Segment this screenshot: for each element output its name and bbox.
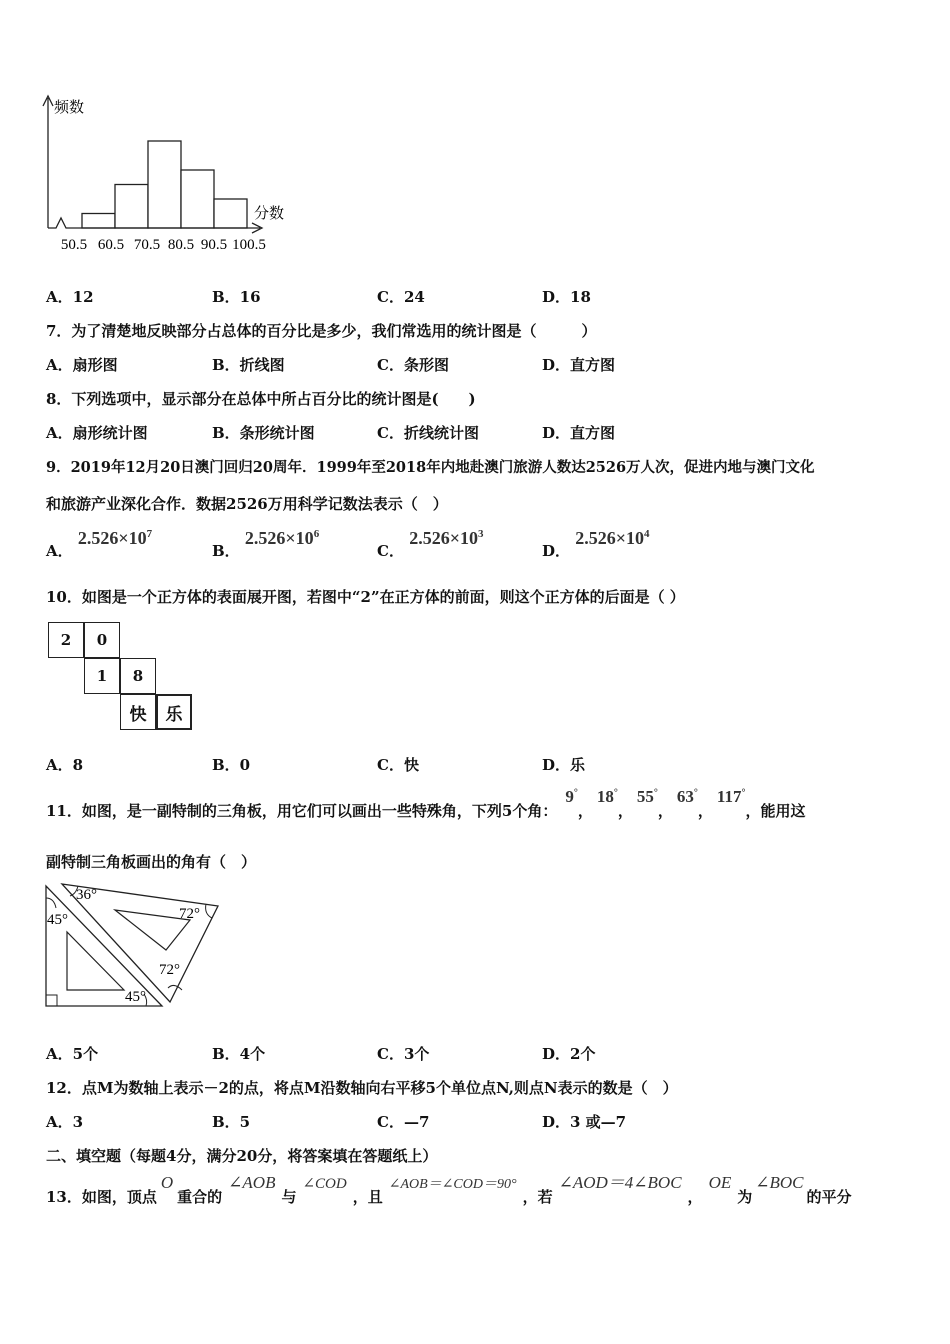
net-cell: 2 (48, 622, 84, 658)
q12-text: 12．点M为数轴上表示－2的点，将点M沿数轴向右平移5个单位点N,则点N表示的数是（ ） (46, 1079, 678, 1097)
angle-label: 45° (47, 912, 68, 928)
q11-option-d[interactable]: D．2个 (542, 1045, 596, 1063)
histogram-chart (30, 90, 310, 260)
math-expr: ∠COD (302, 1176, 347, 1192)
cube-net (48, 622, 198, 732)
q12-option-a[interactable]: A．3 (46, 1113, 84, 1131)
angle-label: 72° (179, 906, 200, 922)
section-title: 二、填空题（每题4分，满分20分，将答案填在答题纸上） (46, 1147, 438, 1165)
q9-option-d[interactable] (542, 528, 650, 560)
math-expr: ∠AOB (228, 1173, 276, 1192)
math-expr: ∠AOB＝∠COD＝90° (388, 1177, 517, 1192)
q12-option-c[interactable]: C．—7 (377, 1113, 430, 1131)
q11-text-line1: 11．如图，是一副特制的三角板，用它们可以画出一些特殊角，下列5个角：9°，18°，55°，63°，117°，能用这 (46, 787, 806, 820)
angle-value: 9° (565, 787, 578, 806)
q7-option-b[interactable]: B．折线图 (212, 356, 285, 374)
q10-text: 10．如图是一个正方体的表面展开图，若图中“2”在正方体的前面，则这个正方体的后面是（ ） (46, 588, 685, 606)
math-expr: ∠BOC (755, 1173, 804, 1192)
angle-label: 36° (76, 887, 97, 903)
q11-text-line2: 副特制三角板画出的角有（ ） (46, 853, 257, 871)
q9-option-b[interactable] (212, 528, 320, 560)
net-cell: 0 (84, 622, 120, 658)
net-cell: 乐 (156, 694, 192, 730)
angle-arc (206, 904, 212, 918)
q13-text: 13．如图，顶点O重合的∠AOB与∠COD，且∠AOB＝∠COD＝90°，若∠AOD＝4∠BOC，OE为∠BOC的平分 (46, 1173, 852, 1206)
histogram-bar (82, 214, 115, 229)
q12-option-d[interactable]: D．3 或—7 (542, 1113, 627, 1131)
sci-notation: $2.526\times 10^3$ (409, 528, 484, 548)
sci-notation: $2.526\times 10^6$ (244, 528, 320, 548)
axis-break (48, 218, 82, 228)
x-tick-label: 50.5 (60, 237, 88, 253)
q6-option-c[interactable]: C．24 (377, 288, 425, 306)
sci-notation: $2.526\times 10^4$ (575, 528, 650, 548)
x-tick-label: 80.5 (167, 237, 195, 253)
angle-label: 45° (125, 989, 146, 1005)
set-square-inner (67, 932, 124, 990)
q11-option-a[interactable]: A．5个 (46, 1045, 99, 1063)
angle-label: 72° (159, 962, 180, 978)
option-letter: D． (542, 542, 571, 560)
angle-value: 117° (716, 787, 746, 806)
q10-option-b[interactable]: B．0 (212, 756, 251, 774)
histogram-bar (181, 170, 214, 228)
q6-option-b[interactable]: B．16 (212, 288, 261, 306)
option-letter: A． (46, 542, 73, 560)
y-axis-label: 频数 (54, 100, 85, 116)
option-letter: B． (212, 542, 240, 560)
net-cell: 8 (120, 658, 156, 694)
angle-value: 18° (596, 787, 618, 806)
x-tick-label: 60.5 (97, 237, 125, 253)
q8-option-d[interactable]: D．直方图 (542, 424, 616, 442)
q7-option-d[interactable]: D．直方图 (542, 356, 616, 374)
q7-option-c[interactable]: C．条形图 (377, 356, 449, 374)
q10-option-c[interactable]: C．快 (377, 756, 419, 774)
angle-arc (46, 898, 56, 908)
q10-option-d[interactable]: D．乐 (542, 756, 586, 774)
q9-option-c[interactable] (377, 528, 484, 560)
q6-option-a[interactable]: A．12 (46, 288, 94, 306)
q8-text: 8．下列选项中，显示部分在总体中所占百分比的统计图是( ) (46, 390, 476, 408)
option-letter: C． (377, 542, 404, 560)
q11-option-c[interactable]: C．3个 (377, 1045, 430, 1063)
histogram-bar (115, 185, 148, 229)
x-axis-label: 分数 (254, 206, 285, 222)
q6-option-d[interactable]: D．18 (542, 288, 591, 306)
q8-option-b[interactable]: B．条形统计图 (212, 424, 315, 442)
angle-arc (168, 985, 182, 990)
net-cell: 1 (84, 658, 120, 694)
q10-option-a[interactable]: A．8 (46, 756, 84, 774)
angle-value: 63° (676, 787, 698, 806)
math-expr: ∠AOD＝4∠BOC (558, 1173, 682, 1192)
x-tick-label: 90.5 (200, 237, 228, 253)
q9-option-a[interactable] (46, 528, 153, 560)
q7-option-a[interactable]: A．扇形图 (46, 356, 118, 374)
q9-text-line2: 和旅游产业深化合作．数据2526万用科学记数法表示（ ） (46, 495, 448, 513)
q9-text-line1: 9．2019年12月20日澳门回归20周年．1999年至2018年内地赴澳门旅游人数达2526万人次，促进内地与澳门文化 (46, 459, 815, 476)
q8-option-a[interactable]: A．扇形统计图 (46, 424, 148, 442)
histogram-bar (148, 141, 181, 228)
angle-value: 55° (636, 787, 658, 806)
sci-notation: $2.526\times 10^7$ (77, 528, 153, 548)
histogram-bar (214, 199, 247, 228)
x-tick-label: 70.5 (133, 237, 161, 253)
q7-text: 7．为了清楚地反映部分占总体的百分比是多少，我们常选用的统计图是（ ） (46, 322, 597, 340)
net-cell: 快 (120, 694, 156, 730)
right-angle-mark (46, 995, 57, 1006)
x-tick-label: 100.5 (232, 237, 266, 253)
q12-option-b[interactable]: B．5 (212, 1113, 251, 1131)
math-expr: O (160, 1173, 174, 1192)
math-expr: OE (708, 1173, 732, 1192)
q11-option-b[interactable]: B．4个 (212, 1045, 266, 1063)
triangle-rulers-figure (40, 880, 225, 1010)
q8-option-c[interactable]: C．折线统计图 (377, 424, 479, 442)
set-square-outer (46, 886, 162, 1006)
